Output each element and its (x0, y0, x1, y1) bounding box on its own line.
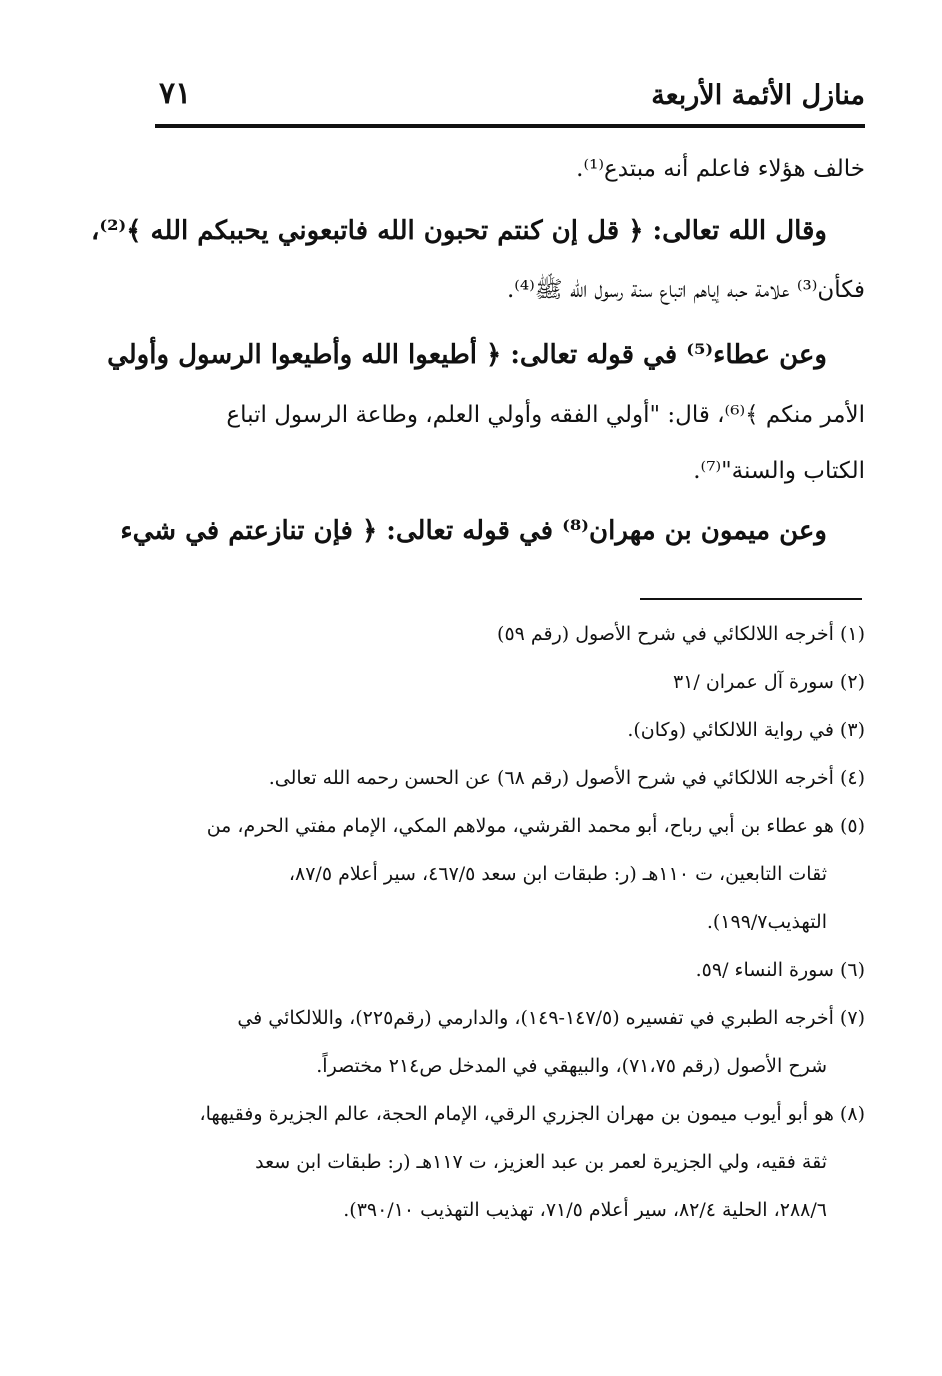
footnote-line: ثقات التابعين، ت ١١٠هـ (ر: طبقات ابن سعد ٤٦٧/٥، سير أعلام ٨٧/٥، (288, 863, 827, 885)
footnote-line: ثقة فقيه، ولي الجزيرة لعمر بن عبد العزيز، ت ١١٧هـ (ر: طبقات ابن سعد (255, 1151, 827, 1173)
body-line: الأمر منكم ﴾⁽⁶⁾، قال: "أولي الفقه وأولي العلم، وطاعة الرسول اتباع (226, 402, 865, 428)
footnote-line: (٧) أخرجه الطبري في تفسيره (١٤٧/٥-١٤٩)، والدارمي (رقم٢٢٥)، واللالكائي في (237, 1007, 865, 1029)
footnote-rule (640, 598, 862, 600)
footnote-line: (٨) هو أبو أيوب ميمون بن مهران الجزري الرقي، الإمام الحجة، عالم الجزيرة وفقيهها، (199, 1103, 865, 1125)
footnote-line: (٤) أخرجه اللالكائي في شرح الأصول (رقم ٦٨) عن الحسن رحمه الله تعالى. (268, 767, 865, 789)
header-rule (155, 124, 865, 128)
body-line: فكأن⁽³⁾ علامة حبه إياهم اتباع سنة رسول الله ﷺ⁽⁴⁾. (506, 277, 865, 303)
page-number: ٧١ (159, 76, 192, 111)
body-line: وقال الله تعالى: ﴿ قل إن كنتم تحبون الله فاتبعوني يحببكم الله ﴾⁽²⁾، (90, 216, 827, 246)
footnotes (155, 612, 865, 1236)
body-line: وعن ميمون بن مهران⁽⁸⁾ في قوله تعالى: ﴿ فإن تنازعتم في شيء (120, 516, 827, 546)
footnote-line: شرح الأصول (رقم ٧١،٧٥)، والبيهقي في المدخل ص٢١٤ مختصراً. (316, 1055, 827, 1077)
body-line: الكتاب والسنة"⁽⁷⁾. (693, 458, 865, 484)
footnote-line: (٦) سورة النساء /٥٩. (695, 959, 865, 981)
footnote-line: (٢) سورة آل عمران /٣١ (672, 671, 865, 693)
footnote-line: ٢٨٨/٦، الحلية ٨٢/٤، سير أعلام ٧١/٥، تهذيب التهذيب ٣٩٠/١٠). (343, 1199, 827, 1221)
footnote-line: التهذيب١٩٩/٧). (706, 911, 827, 933)
footnote-line: (٥) هو عطاء بن أبي رباح، أبو محمد القرشي، مولاهم المكي، الإمام مفتي الحرم، من (206, 815, 865, 837)
main-text (90, 140, 865, 560)
body-line: وعن عطاء⁽⁵⁾ في قوله تعالى: ﴿ أطيعوا الله وأطيعوا الرسول وأولي (107, 340, 827, 370)
running-title: منازل الأئمة الأربعة (651, 80, 865, 111)
page-header (155, 72, 865, 122)
footnote-line: (١) أخرجه اللالكائي في شرح الأصول (رقم ٥٩) (497, 623, 865, 645)
body-line: خالف هؤلاء فاعلم أنه مبتدع⁽¹⁾. (576, 156, 865, 182)
footnote-line: (٣) في رواية اللالكائي (وكان). (627, 719, 865, 741)
